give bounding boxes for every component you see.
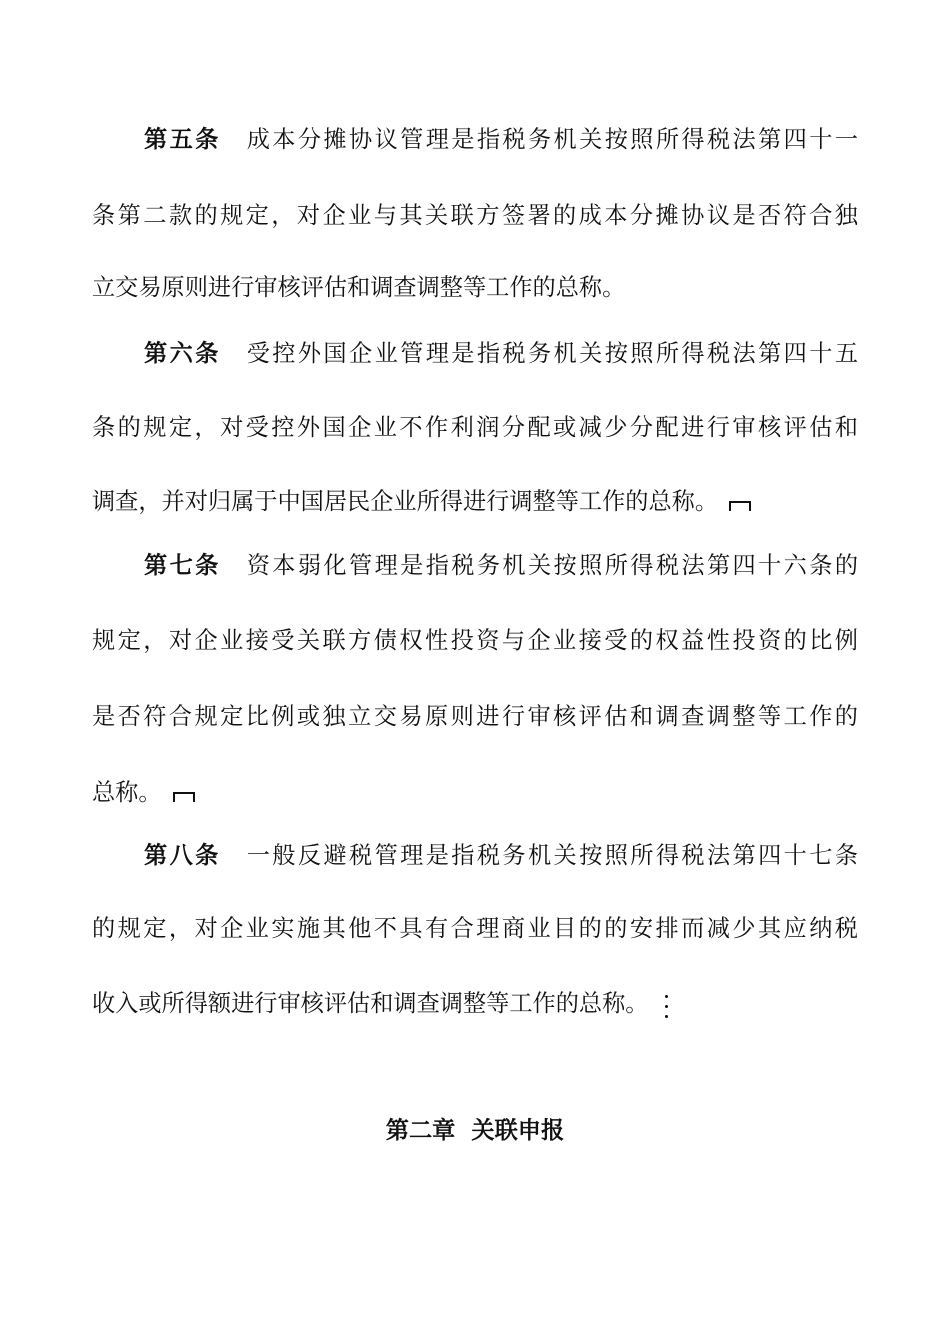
article-6-text-3: 调查，并对归属于中国居民企业所得进行调整等工作的总称。 (92, 488, 719, 515)
article-5-line-2: 条第二款的规定，对企业与其关联方签署的成本分摊协议是否符合独 (92, 202, 858, 229)
article-7-line-2: 规定，对企业接受关联方债权性投资与企业接受的权益性投资的比例 (92, 627, 858, 654)
article-6-line-1 (144, 338, 858, 370)
chapter-title: 第二章 关联申报 (385, 1117, 565, 1144)
article-8-number: 第八条 (144, 842, 221, 869)
article-8-line-3 (92, 988, 858, 1020)
article-5-number: 第五条 (144, 126, 221, 153)
article-6-line-3 (92, 486, 858, 518)
article-5-text-1: 成本分摊协议管理是指税务机关按照所得税法第四十一 (246, 126, 859, 153)
article-7-number: 第七条 (144, 552, 221, 579)
article-6-number: 第六条 (144, 340, 221, 367)
article-7-line-1 (144, 550, 858, 582)
article-7-line-4 (92, 777, 858, 809)
section-break-mark-icon (172, 788, 196, 802)
article-5-line-1 (144, 124, 858, 156)
article-6-line-2: 条的规定，对受控外国企业不作利润分配或减少分配进行审核评估和 (92, 414, 858, 441)
section-break-mark-icon (728, 497, 752, 511)
article-6-text-1: 受控外国企业管理是指税务机关按照所得税法第四十五 (246, 340, 859, 367)
ellipsis-mark-icon (663, 999, 671, 1013)
article-7-text-1: 资本弱化管理是指税务机关按照所得税法第四十六条的 (246, 552, 859, 579)
article-7-text-4: 总称。 (92, 779, 162, 806)
article-8-text-1: 一般反避税管理是指税务机关按照所得税法第四十七条 (246, 842, 859, 869)
article-7-line-3: 是否符合规定比例或独立交易原则进行审核评估和调查调整等工作的 (92, 703, 858, 730)
article-8-text-3: 收入或所得额进行审核评估和调查调整等工作的总称。 (92, 990, 649, 1017)
article-8-line-1 (144, 840, 858, 872)
article-8-line-2: 的规定，对企业实施其他不具有合理商业目的的安排而减少其应纳税 (92, 915, 858, 942)
article-5-line-3: 立交易原则进行审核评估和调查调整等工作的总称。 (92, 274, 626, 301)
